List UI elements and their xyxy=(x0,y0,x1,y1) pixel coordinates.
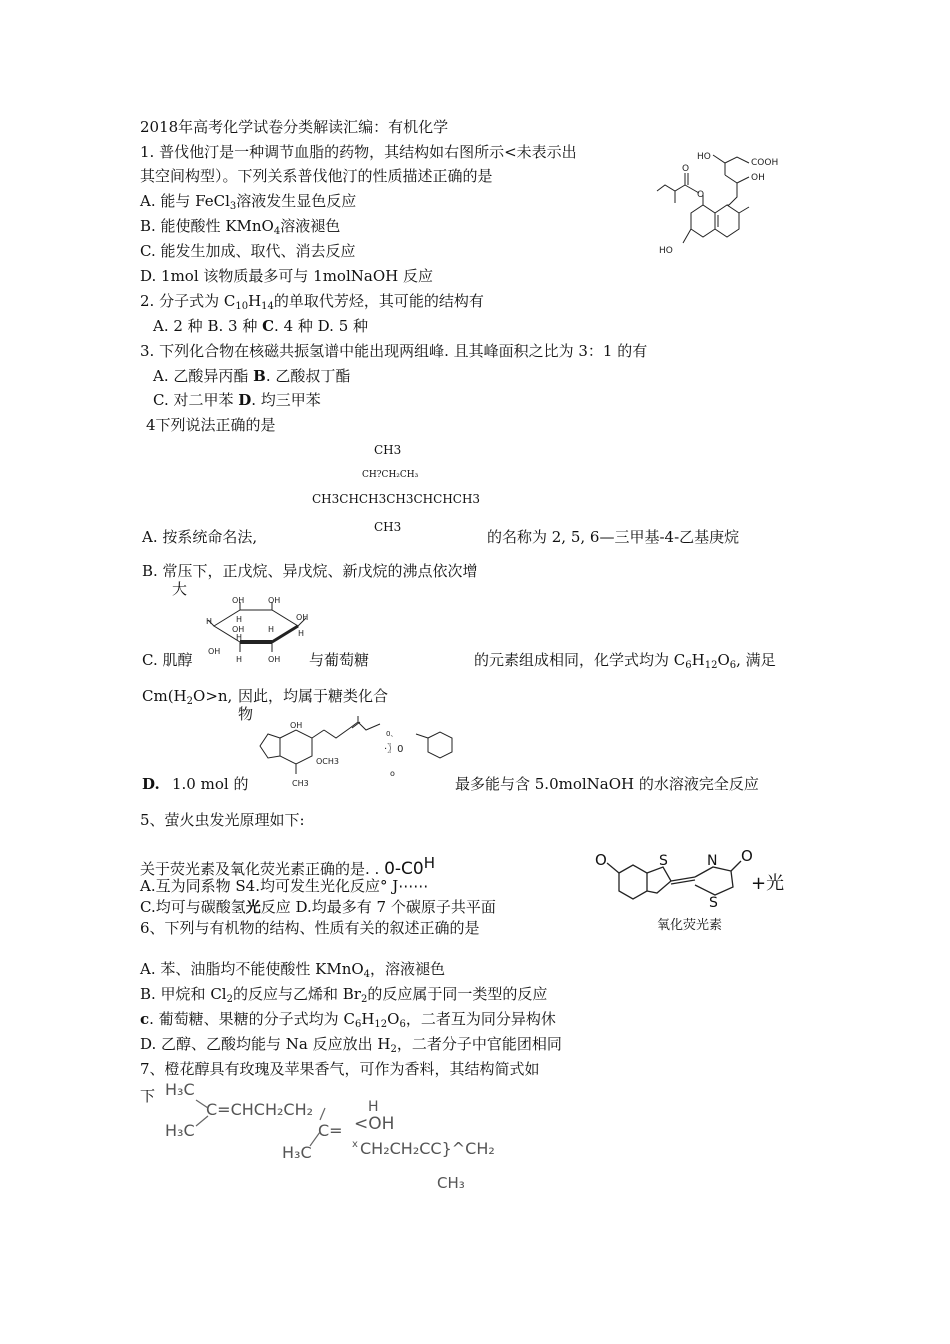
ho-label-1: HO xyxy=(697,152,711,162)
q3-opt-b-letter: B xyxy=(253,367,266,385)
oxyluciferin-s2: S xyxy=(709,895,718,911)
nerol-tail: CH₂CH₂CC}^CH₂ xyxy=(360,1139,495,1158)
q4-option-d-tail: 最多能与含 5.0molNaOH 的水溶液完全反应 xyxy=(455,775,759,793)
q4-option-c-formula xyxy=(142,687,232,705)
q6-b-mid: 的反应与乙烯和 Br xyxy=(232,985,361,1003)
q7-stem-line1: 7、橙花醇具有玫瑰及苹果香气，可作为香料，其结构简式如 xyxy=(140,1060,540,1078)
nerol-h3c-top: H₃C xyxy=(165,1080,195,1099)
inositol-h-l: H xyxy=(206,617,213,626)
q4-option-b-line2: 大 xyxy=(172,580,188,598)
nerol-c-eq: C= xyxy=(318,1121,343,1140)
q4-stem: 4下列说法正确的是 xyxy=(146,416,276,434)
inositol-oh-t1: OH xyxy=(232,596,245,605)
inositol-oh-t2: OH xyxy=(268,596,281,605)
document-title: 2018年高考化学试卷分类解读汇编：有机化学 xyxy=(140,118,449,136)
q2-sub1: 10 xyxy=(235,301,249,312)
q4-d-structure xyxy=(240,716,460,786)
inositol-oh-bm: OH xyxy=(268,655,281,664)
nerol-oh: <OH xyxy=(354,1114,395,1134)
q4-d-oh: OH xyxy=(290,721,303,730)
q6-b-text: B. 甲烷和 Cl xyxy=(140,985,227,1003)
q4-d-ring-o: o xyxy=(390,769,395,778)
q4-c-end: , 满足 xyxy=(736,651,776,669)
q4-c-sub3: 6 xyxy=(729,660,737,671)
inositol-structure xyxy=(206,596,316,676)
q5-q-h: H xyxy=(423,854,435,872)
q6-c-o: O xyxy=(387,1010,400,1028)
q4-formula-ch3-bottom: CH3 xyxy=(374,520,402,534)
q1-a-text: A. 能与 FeCl xyxy=(140,192,230,210)
q6-b-text2: 的反应属于同一类型的反应 xyxy=(367,985,548,1003)
q1-stem-line2: 其空间构型）。下列关系普伐他汀的性质描述正确的是 xyxy=(140,167,493,185)
q5-cd-text2: 反应 D.均最多有 7 个碳原子共平面 xyxy=(260,898,496,916)
q4-c2-text: Cm(H xyxy=(142,687,187,705)
q1-b-text2: 溶液褪色 xyxy=(280,217,341,235)
q4-option-c-line2: 因此，均属于糖类化合 xyxy=(238,687,389,705)
q4-option-b-line1: B. 常压下，正戊烷、异戊烷、新戊烷的沸点依次增 xyxy=(142,562,478,580)
q2-stem xyxy=(140,292,484,310)
q2-sub2: 14 xyxy=(261,301,274,312)
q6-b-sub1: 2 xyxy=(226,994,233,1005)
oxyluciferin-caption: 氧化荧光素 xyxy=(657,918,723,933)
nerol-chain: C=CHCH₂CH₂ xyxy=(206,1100,314,1119)
q4-formula-branch: CH?CH₂CH₃ xyxy=(362,470,419,480)
nerol-ch3: CH₃ xyxy=(437,1174,465,1192)
q1-b-text: B. 能使酸性 KMnO xyxy=(140,217,274,235)
ho-label-2: HO xyxy=(659,246,673,256)
inositol-h-m2: H xyxy=(268,625,275,634)
nerol-h: H xyxy=(368,1099,379,1115)
oxyluciferin-n: N xyxy=(707,853,718,869)
q4-formula-ch3-top: CH3 xyxy=(374,443,402,457)
inositol-h-br: H xyxy=(298,629,305,638)
q6-c-sub1: 6 xyxy=(354,1019,362,1030)
q4-option-d-mol: 1.0 mol 的 xyxy=(172,775,249,793)
q6-stem: 6、下列与有机物的结构、性质有关的叙述正确的是 xyxy=(140,919,480,937)
q3-opt-d-letter: D xyxy=(238,391,252,409)
q1-option-d: D. 1mol 该物质最多可与 1molNaOH 反应 xyxy=(140,267,433,285)
q4-d-dot: ·〗0 xyxy=(384,744,404,755)
q1-a-sub: 3 xyxy=(229,201,237,212)
nerol-h3c-mid: H₃C xyxy=(165,1121,195,1140)
q4-d-ch3: CH3 xyxy=(292,779,309,788)
q3-stem: 3. 下列化合物在核磁共振氢谱中能出现两组峰. 且其峰面积之比为 3：1 的有 xyxy=(140,342,648,360)
q5-options-ab: A.互为同系物 S4.均可发生光化反应° J⋯⋯ xyxy=(140,877,429,895)
q2-options xyxy=(153,317,368,335)
q4-option-a-label: A. 按系统命名法, xyxy=(142,528,258,546)
q2-h: H xyxy=(248,292,262,310)
q1-option-c: C. 能发生加成、取代、消去反应 xyxy=(140,242,356,260)
q5-cd-text: C.均可与碳酸氢 xyxy=(140,898,246,916)
pravastatin-structure xyxy=(655,145,785,265)
inositol-h-m1: H xyxy=(236,633,243,642)
inositol-h-t1: H xyxy=(236,615,243,624)
q1-option-b xyxy=(140,217,340,235)
inositol-h-bm: H xyxy=(236,655,243,664)
q2-opt-c-letter: C xyxy=(262,317,275,335)
q6-option-c xyxy=(140,1010,556,1028)
q6-a-sub: 4 xyxy=(363,969,371,980)
q4-option-c-label: C. 肌醇 xyxy=(142,651,193,669)
q5-stem: 5、萤火虫发光原理如下: xyxy=(140,811,305,829)
ester-o-label: O xyxy=(697,190,705,200)
q4-c2-sub: 2 xyxy=(186,696,194,707)
q5-cd-bold: 光 xyxy=(245,898,261,916)
oh-label: OH xyxy=(751,173,765,183)
q4-d-och3: OCH3 xyxy=(316,757,339,766)
q6-b-sub2: 2 xyxy=(360,994,368,1005)
q6-c-text: . 葡萄糖、果糖的分子式均为 C xyxy=(149,1010,355,1028)
q5-question xyxy=(140,854,435,878)
q4-d-o-small: 0、 xyxy=(386,730,398,738)
oxyluciferin-o-right: O xyxy=(741,847,753,865)
q7-stem-line2: 下 xyxy=(140,1087,156,1105)
q3-options-row2 xyxy=(153,391,321,409)
q6-d-text2: ，二者分子中官能团相同 xyxy=(396,1035,562,1053)
q3-opt-b: . 乙酸叔丁酯 xyxy=(265,367,351,385)
oxyluciferin-structure xyxy=(595,845,795,935)
q1-b-sub: 4 xyxy=(273,226,281,237)
q4-option-c-mid: 与葡萄糖 xyxy=(309,651,370,669)
q5-q-big: 0-C0 xyxy=(384,859,424,879)
oxyluciferin-s1: S xyxy=(659,853,668,869)
q4-c-sub2: 12 xyxy=(704,660,718,671)
q6-d-sub: 2 xyxy=(390,1044,397,1055)
q6-c-sub2: 12 xyxy=(374,1019,388,1030)
q5-q-text: 关于荧光素及氧化荧光素正确的是. . xyxy=(140,860,385,878)
q4-c-o: O xyxy=(717,651,730,669)
q1-option-a xyxy=(140,192,356,210)
q4-c-sub1: 6 xyxy=(685,660,692,671)
q6-c-sub3: 6 xyxy=(399,1019,406,1030)
q2-text: 2. 分子式为 C xyxy=(140,292,236,310)
inositol-oh-bl: OH xyxy=(208,647,221,656)
nerol-tail-x: x xyxy=(352,1139,358,1150)
q4-option-a-tail: 的名称为 2, 5, 6—三甲基-4-乙基庚烷 xyxy=(487,528,740,546)
q6-option-d xyxy=(140,1035,562,1053)
q4-option-d-label: D. xyxy=(142,775,160,793)
q4-c-h: H xyxy=(691,651,705,669)
q4-formula-main: CH3CHCH3CH3CHCHCH3 xyxy=(312,492,481,506)
q3-opt-a: A. 乙酸异丙酯 xyxy=(153,367,254,385)
q4-option-c-line3: 物 xyxy=(238,705,254,723)
q1-a-text2: 溶液发生显色反应 xyxy=(236,192,357,210)
q4-c2-text2: O>n, xyxy=(193,687,233,705)
q4-c-text: 的元素组成相同，化学式均为 C xyxy=(474,651,686,669)
q1-stem-line1: 1. 普伐他汀是一种调节血脂的药物，其结构如右图所示<未表示出 xyxy=(140,143,577,161)
q5-options-cd xyxy=(140,898,496,916)
q6-c-text2: ，二者互为同分异构休 xyxy=(405,1010,556,1028)
q6-a-text: A. 苯、油脂均不能使酸性 KMnO xyxy=(140,960,364,978)
inositol-oh-m: OH xyxy=(232,625,245,634)
q3-options-row1 xyxy=(153,367,350,385)
inositol-oh-r: OH xyxy=(296,613,309,622)
carbonyl-o-label: O xyxy=(682,164,690,174)
q6-option-a xyxy=(140,960,445,978)
oxyluciferin-o-left: O xyxy=(595,851,607,869)
q6-option-b xyxy=(140,985,547,1003)
q3-opt-d: . 均三甲苯 xyxy=(251,391,321,409)
q2-opt-ab: A. 2 种 B. 3 种 xyxy=(153,317,263,335)
q6-c-letter: c xyxy=(140,1010,150,1028)
q6-c-h: H xyxy=(361,1010,375,1028)
q3-opt-c: C. 对二甲苯 xyxy=(153,391,239,409)
q2-text2: 的单取代芳烃，其可能的结构有 xyxy=(273,292,484,310)
q2-opt-cd: . 4 种 D. 5 种 xyxy=(274,317,369,335)
plus-light: +光 xyxy=(751,873,785,894)
q6-d-text: D. 乙醇、乙酸均能与 Na 反应放出 H xyxy=(140,1035,391,1053)
q6-a-text2: ，溶液褪色 xyxy=(370,960,446,978)
q4-option-c-tail xyxy=(474,651,776,669)
cooh-label: COOH xyxy=(751,158,779,168)
nerol-h3c-bottom: H₃C xyxy=(282,1143,312,1162)
nerol-bonds xyxy=(180,1092,350,1162)
